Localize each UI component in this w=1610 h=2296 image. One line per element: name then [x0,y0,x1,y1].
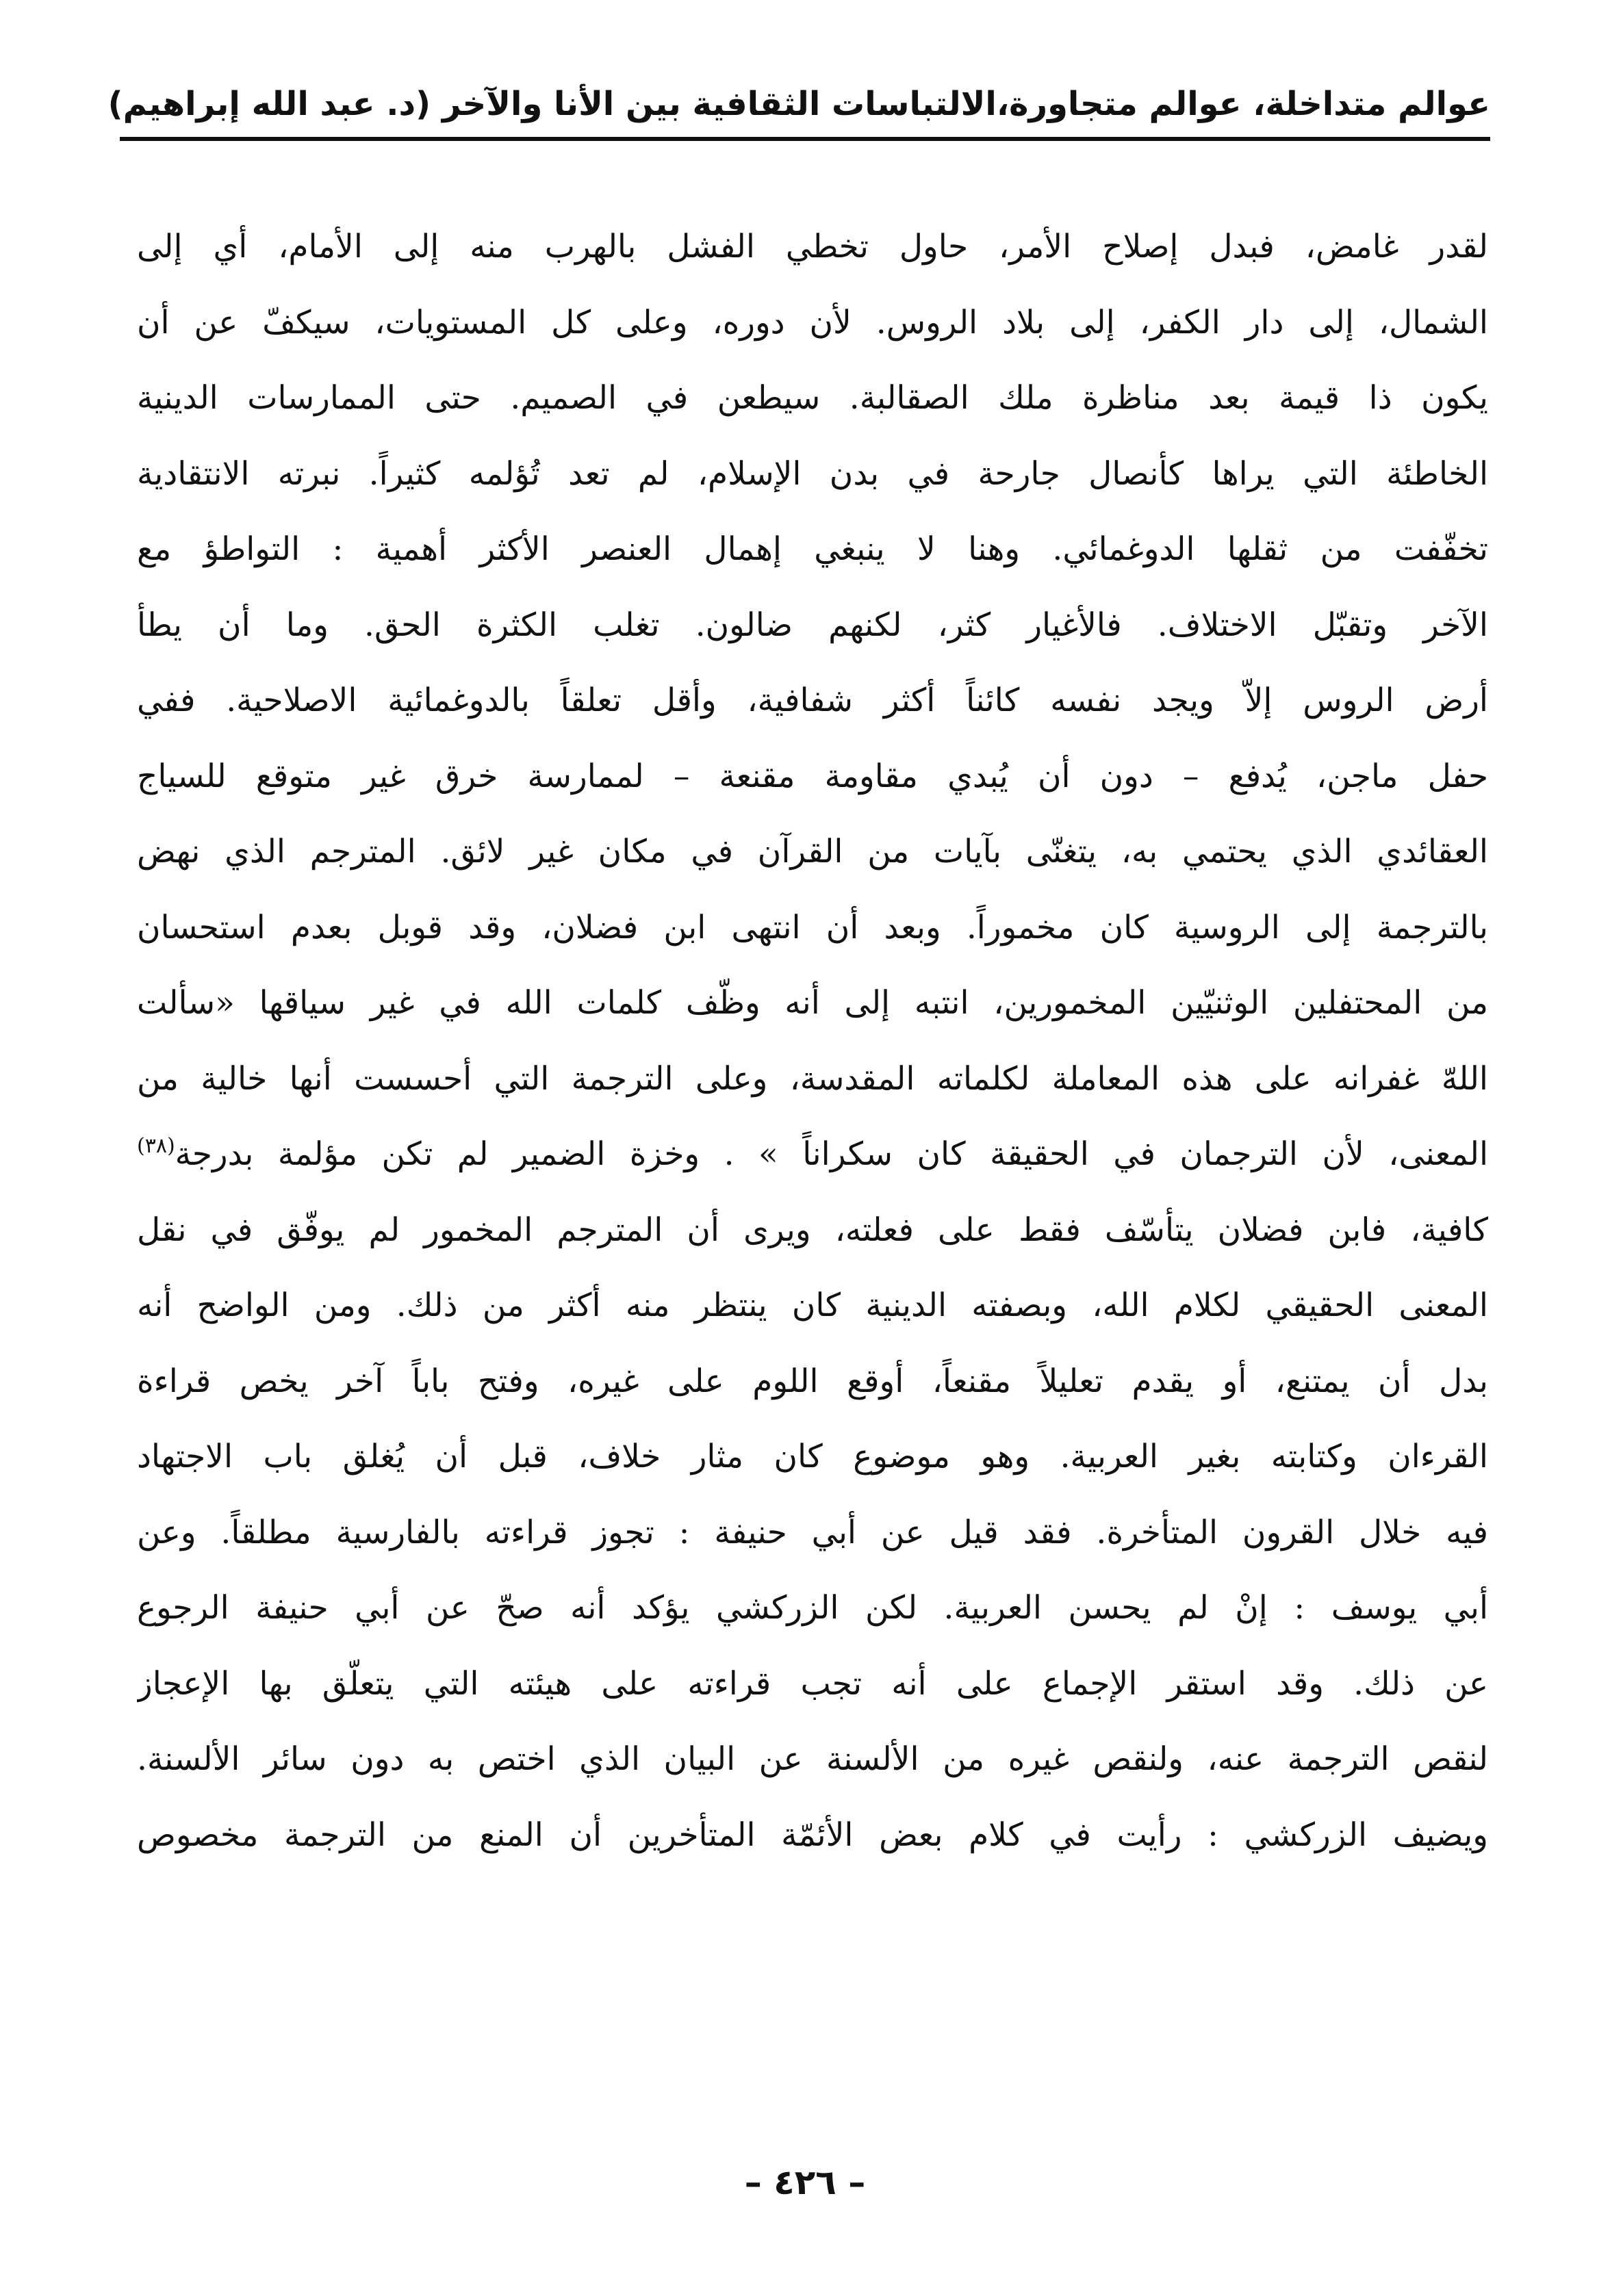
page-number: – ٤٢٦ – [744,2163,866,2202]
text-line: الشمال، إلى دار الكفر، إلى بلاد الروس. لأن دوره، وعلى كل المستويات، سيكفّ عن أن [137,303,1488,341]
main-text-block [137,209,1488,2009]
text-line: الآخر وتقبّل الاختلاف. فالأغيار كثر، لكنهم ضالون. تغلب الكثرة الحق. وما أن يطأ [137,606,1488,644]
text-line: فيه خلال القرون المتأخرة. فقد قيل عن أبي حنيفة : تجوز قراءته بالفارسية مطلقاً. وعن [137,1513,1488,1551]
text-line: عن ذلك. وقد استقر الإجماع على أنه تجب قراءته على هيئته التي يتعلّق بها الإعجاز [137,1664,1488,1703]
text-line: ويضيف الزركشي : رأيت في كلام بعض الأئمّة المتأخرين أن المنع من الترجمة مخصوص [137,1816,1488,1854]
text-line: لنقص الترجمة عنه، ولنقص غيره من الألسنة عن البيان الذي اختص به دون سائر الألسنة. [137,1740,1488,1778]
text-line: أرض الروس إلاّ ويجد نفسه كائناً أكثر شفافية، وأقل تعلقاً بالدوغمائية الاصلاحية. ففي [137,682,1488,719]
text-line: بدل أن يمتنع، أو يقدم تعليلاً مقنعاً، أوقع اللوم على غيره، وفتح باباً آخر يخص قراءة [137,1362,1488,1400]
text-line: لقدر غامض، فبدل إصلاح الأمر، حاول تخطي الفشل بالهرب منه إلى الأمام، أي إلى [137,228,1488,266]
text-line: يكون ذا قيمة بعد مناظرة ملك الصقالبة. سيطعن في الصميم. حتى الممارسات الدينية [137,379,1488,417]
text-line: اللهّ غفرانه على هذه المعاملة لكلماته المقدسة، وعلى الترجمة التي أحسست أنها خالية من [137,1059,1488,1098]
text-line: المعنى، لأن الترجمان في الحقيقة كان سكراناً » . وخزة الضمير لم تكن مؤلمة بدرجة [175,1135,1488,1173]
text-line: حفل ماجن، يُدفع – دون أن يُبدي مقاومة مقنعة – لممارسة خرق غير متوقع للسياج [137,757,1488,795]
text-line: الخاطئة التي يراها كأنصال جارحة في بدن الإسلام، لم تعد تُؤلمه كثيراً. نبرته الانتقادية [137,454,1488,493]
header-divider [120,137,1490,141]
text-line: تخفّفت من ثقلها الدوغمائي. وهنا لا ينبغي إهمال العنصر الأكثر أهمية : التواطؤ مع [137,530,1488,568]
text-line: العقائدي الذي يحتمي به، يتغنّى بآيات من القرآن في مكان غير لائق. المترجم الذي نهض [137,833,1488,870]
running-header [107,66,1490,142]
text-line: أبي يوسف : إنْ لم يحسن العربية. لكن الزركشي يؤكد أنه صحّ عن أبي حنيفة الرجوع [137,1589,1488,1627]
text-line: المعنى الحقيقي لكلام الله، وبصفته الدينية كان ينتظر منه أكثر من ذلك. ومن الواضح أنه [137,1287,1488,1324]
text-line: القرءان وكتابته بغير العربية. وهو موضوع كان مثار خلاف، قبل أن يُغلق باب الاجتهاد [137,1438,1488,1475]
footnote-reference: (٣٨) [137,1134,175,1158]
text-line: كافية، فابن فضلان يتأسّف فقط على فعلته، ويرى أن المترجم المخمور لم يوفّق في نقل [137,1211,1488,1249]
running-header-title: عوالم متداخلة، عوالم متجاورة،الالتباسات الثقافية بين الأنا والآخر (د. عبد الله إبراهيم) [107,85,1490,123]
text-line: من المحتفلين الوثنيّين المخمورين، انتبه إلى أنه وظّف كلمات الله في غير سياقها «سألت [137,984,1488,1022]
text-line: بالترجمة إلى الروسية كان مخموراً. وبعد أن انتهى ابن فضلان، وقد قوبل بعدم استحسان [137,908,1488,946]
text-line-with-footnote [137,1117,1488,1193]
